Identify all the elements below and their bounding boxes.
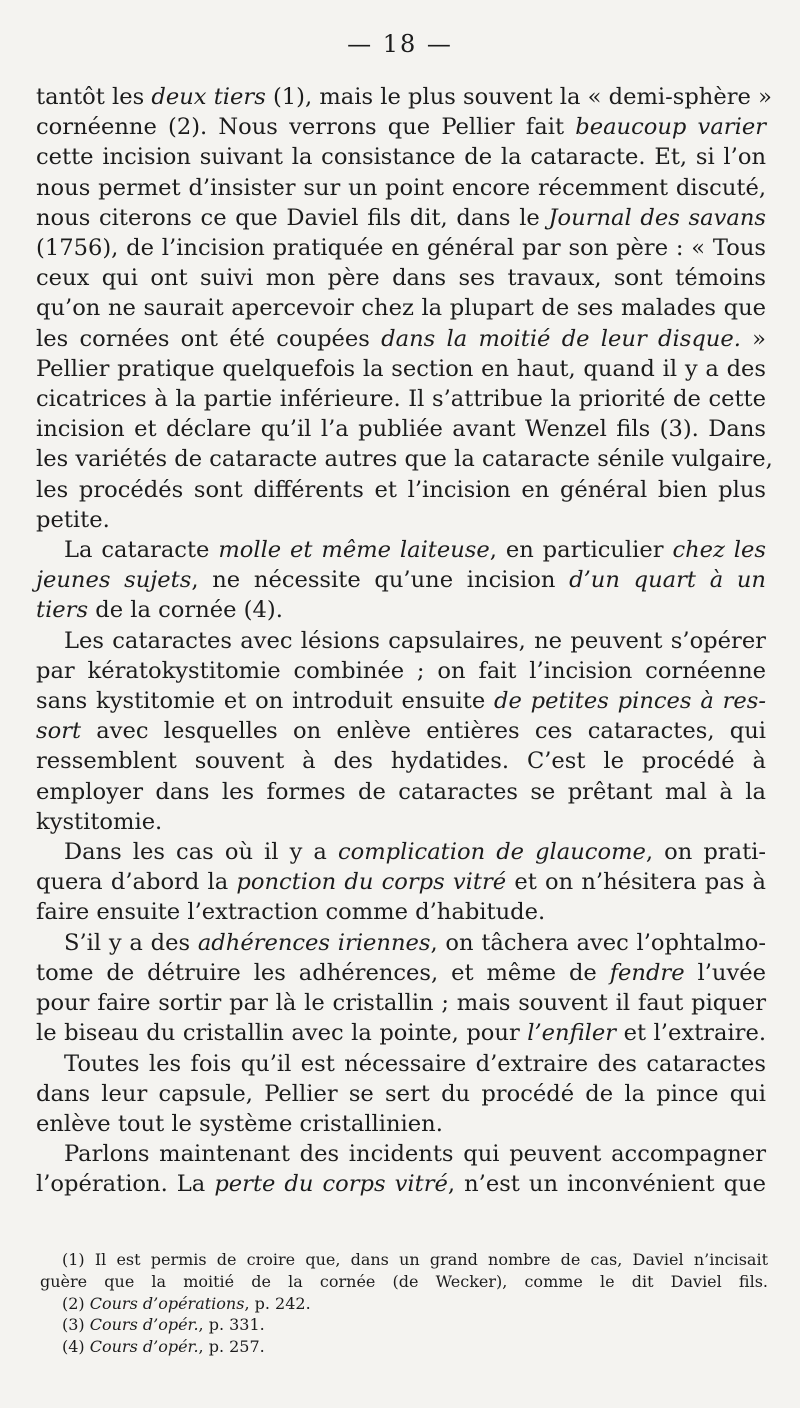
text-segment: quera d’abord la bbox=[36, 869, 237, 896]
text-line bbox=[36, 1109, 766, 1139]
body-text bbox=[36, 82, 773, 1200]
text-line bbox=[36, 203, 766, 233]
text-segment: Toutes les fois qu’il est nécessaire d’extraire des cataractes bbox=[64, 1050, 766, 1077]
text-line bbox=[36, 1018, 766, 1048]
text-segment: Pellier pratique quelquefois la section en haut, quand il y a des bbox=[36, 355, 766, 382]
text-segment: , on tâchera avec l’ophtalmo- bbox=[430, 929, 766, 956]
italic-text: fendre bbox=[609, 959, 685, 986]
italic-text: beaucoup varier bbox=[575, 114, 766, 141]
text-line bbox=[36, 867, 766, 897]
text-line bbox=[36, 716, 766, 746]
italic-text: sort bbox=[36, 718, 82, 745]
text-line bbox=[36, 142, 766, 172]
text-segment: employer dans les formes de cataractes se prêtant mal à la bbox=[36, 778, 766, 805]
text-segment: cicatrices à la partie inférieure. Il s’attribue la priorité de cette bbox=[36, 386, 766, 413]
text-segment: , p. 257. bbox=[198, 1337, 265, 1357]
italic-text: complication de glaucome bbox=[337, 839, 646, 866]
text-segment: kystitomie. bbox=[36, 808, 163, 835]
italic-text: ponction du corps vitré bbox=[236, 869, 507, 896]
footnote-line bbox=[62, 1314, 768, 1336]
italic-text: perte du corps vitré bbox=[214, 1171, 448, 1198]
italic-text: l’enfiler bbox=[527, 1020, 617, 1047]
text-segment: , ne nécessite qu’une incision bbox=[191, 567, 570, 594]
text-segment: (1) Il est permis de croire que, dans un grand nombre de cas, Daviel n’incisait bbox=[62, 1250, 768, 1269]
text-line bbox=[36, 565, 766, 595]
text-segment: (1), mais le plus souvent la « demi-sphère » bbox=[265, 84, 772, 110]
text-line bbox=[36, 354, 766, 384]
page-number: — 18 — bbox=[347, 30, 453, 58]
text-line bbox=[36, 263, 766, 293]
text-line bbox=[36, 1049, 766, 1079]
italic-text: Cours d’opérations bbox=[89, 1293, 245, 1313]
text-segment: les procédés sont différents et l’incision en général bien plus bbox=[36, 476, 766, 503]
text-segment: guère que la moitié de la cornée (de Wecker), comme le dit Daviel fils. bbox=[40, 1271, 768, 1291]
text-segment: nous citerons ce que Daviel fils dit, dans le bbox=[36, 204, 549, 231]
text-line bbox=[36, 807, 766, 837]
text-line bbox=[36, 897, 766, 927]
text-segment: ressemblent souvent à des hydatides. C’est le procédé à bbox=[36, 748, 766, 775]
text-segment: l’uvée bbox=[684, 959, 766, 986]
text-line bbox=[36, 988, 766, 1018]
footnotes bbox=[40, 1249, 768, 1358]
text-segment: » bbox=[740, 325, 766, 352]
text-segment: tantôt les bbox=[36, 84, 152, 110]
text-segment: l’opération. La bbox=[36, 1171, 215, 1198]
text-segment: (4) bbox=[62, 1337, 90, 1357]
text-line bbox=[36, 535, 766, 565]
text-segment: , p. 331. bbox=[198, 1315, 265, 1335]
text-line bbox=[36, 324, 766, 354]
footnote-line bbox=[62, 1249, 768, 1271]
italic-text: dans la moitié de leur disque. bbox=[381, 325, 741, 352]
text-segment: dans leur capsule, Pellier se sert du procédé de la pince qui bbox=[36, 1080, 766, 1107]
italic-text: d’un quart à un bbox=[569, 567, 766, 594]
text-segment: La cataracte bbox=[64, 537, 219, 564]
text-line bbox=[36, 626, 766, 656]
italic-text: molle et même laiteuse bbox=[218, 537, 490, 564]
text-segment: (3) bbox=[62, 1315, 90, 1335]
text-line bbox=[36, 384, 766, 414]
text-segment: faire ensuite l’extraction comme d’habitude. bbox=[36, 899, 546, 926]
text-segment: sans kystitomie et on introduit ensuite bbox=[36, 688, 495, 715]
italic-text: deux tiers bbox=[151, 84, 266, 110]
text-segment: par kératokystitomie combinée ; on fait l’incision cornéenne bbox=[36, 657, 766, 684]
text-line bbox=[36, 1169, 766, 1199]
text-segment: enlève tout le système cristallinien. bbox=[36, 1110, 443, 1137]
text-line bbox=[36, 414, 766, 444]
text-line bbox=[36, 173, 766, 203]
text-line bbox=[36, 233, 766, 263]
italic-text: Journal des savans bbox=[548, 204, 766, 231]
text-line bbox=[36, 444, 773, 474]
text-line bbox=[36, 686, 766, 716]
text-segment: S’il y a des bbox=[64, 929, 198, 956]
text-segment: les cornées ont été coupées bbox=[36, 325, 382, 352]
text-line bbox=[36, 505, 766, 535]
text-segment: Les cataractes avec lésions capsulaires, ne peuvent s’opérer bbox=[64, 627, 766, 654]
text-segment: incision et déclare qu’il l’a publiée avant Wenzel fils (3). Dans bbox=[36, 416, 766, 443]
text-line bbox=[36, 112, 766, 142]
text-segment: de la cornée (4). bbox=[88, 597, 283, 624]
text-segment: et on n’hésitera pas à bbox=[506, 869, 766, 896]
text-segment: cette incision suivant la consistance de la cataracte. Et, si l’on bbox=[36, 144, 766, 171]
text-segment: et l’extraire. bbox=[616, 1020, 766, 1047]
text-segment: cornéenne (2). Nous verrons que Pellier fait bbox=[36, 114, 576, 141]
text-segment: les variétés de cataracte autres que la cataracte sénile vulgaire, bbox=[36, 446, 773, 473]
text-line bbox=[36, 777, 766, 807]
text-segment: , n’est un inconvénient que bbox=[447, 1171, 766, 1198]
text-segment: petite. bbox=[36, 506, 110, 533]
italic-text: jeunes sujets bbox=[36, 567, 192, 594]
text-segment: , on prati- bbox=[645, 839, 767, 866]
italic-text: Cours d’opér. bbox=[89, 1337, 199, 1357]
text-line bbox=[36, 928, 766, 958]
text-segment: , p. 242. bbox=[244, 1293, 311, 1313]
italic-text: adhérences iriennes bbox=[197, 929, 431, 956]
italic-text: de petites pinces à res- bbox=[494, 688, 766, 715]
text-segment: le biseau du cristallin avec la pointe, pour bbox=[36, 1020, 528, 1047]
text-line bbox=[36, 837, 766, 867]
footnote-line bbox=[40, 1271, 768, 1293]
text-segment: qu’on ne saurait apercevoir chez la plupart de ses malades que bbox=[36, 295, 766, 322]
italic-text: chez les bbox=[672, 537, 767, 564]
text-line bbox=[36, 958, 766, 988]
text-line bbox=[36, 1079, 766, 1109]
text-line bbox=[36, 82, 772, 112]
text-line bbox=[36, 656, 766, 686]
text-line bbox=[36, 595, 766, 625]
text-segment: tome de détruire les adhérences, et même de bbox=[36, 959, 610, 986]
text-segment: (1756), de l’incision pratiquée en général par son père : « Tous bbox=[36, 235, 766, 262]
text-segment: Parlons maintenant des incidents qui peuvent accompagner bbox=[64, 1141, 766, 1168]
text-segment: avec lesquelles on enlève entières ces cataractes, qui bbox=[81, 718, 766, 745]
text-segment: nous permet d’insister sur un point encore récemment discuté, bbox=[36, 174, 766, 201]
footnote-line bbox=[62, 1293, 768, 1315]
text-line bbox=[36, 475, 766, 505]
text-segment: Dans les cas où il y a bbox=[64, 839, 338, 866]
text-segment: ceux qui ont suivi mon père dans ses travaux, sont témoins bbox=[36, 265, 766, 292]
footnote-line bbox=[62, 1336, 768, 1358]
text-segment: , en particulier bbox=[489, 537, 673, 564]
text-line bbox=[36, 1139, 766, 1169]
italic-text: tiers bbox=[36, 597, 89, 624]
text-line bbox=[36, 746, 766, 776]
text-line bbox=[36, 293, 766, 323]
text-segment: pour faire sortir par là le cristallin ; mais souvent il faut piquer bbox=[36, 990, 766, 1017]
italic-text: Cours d’opér. bbox=[89, 1315, 199, 1335]
text-segment: (2) bbox=[62, 1293, 90, 1313]
